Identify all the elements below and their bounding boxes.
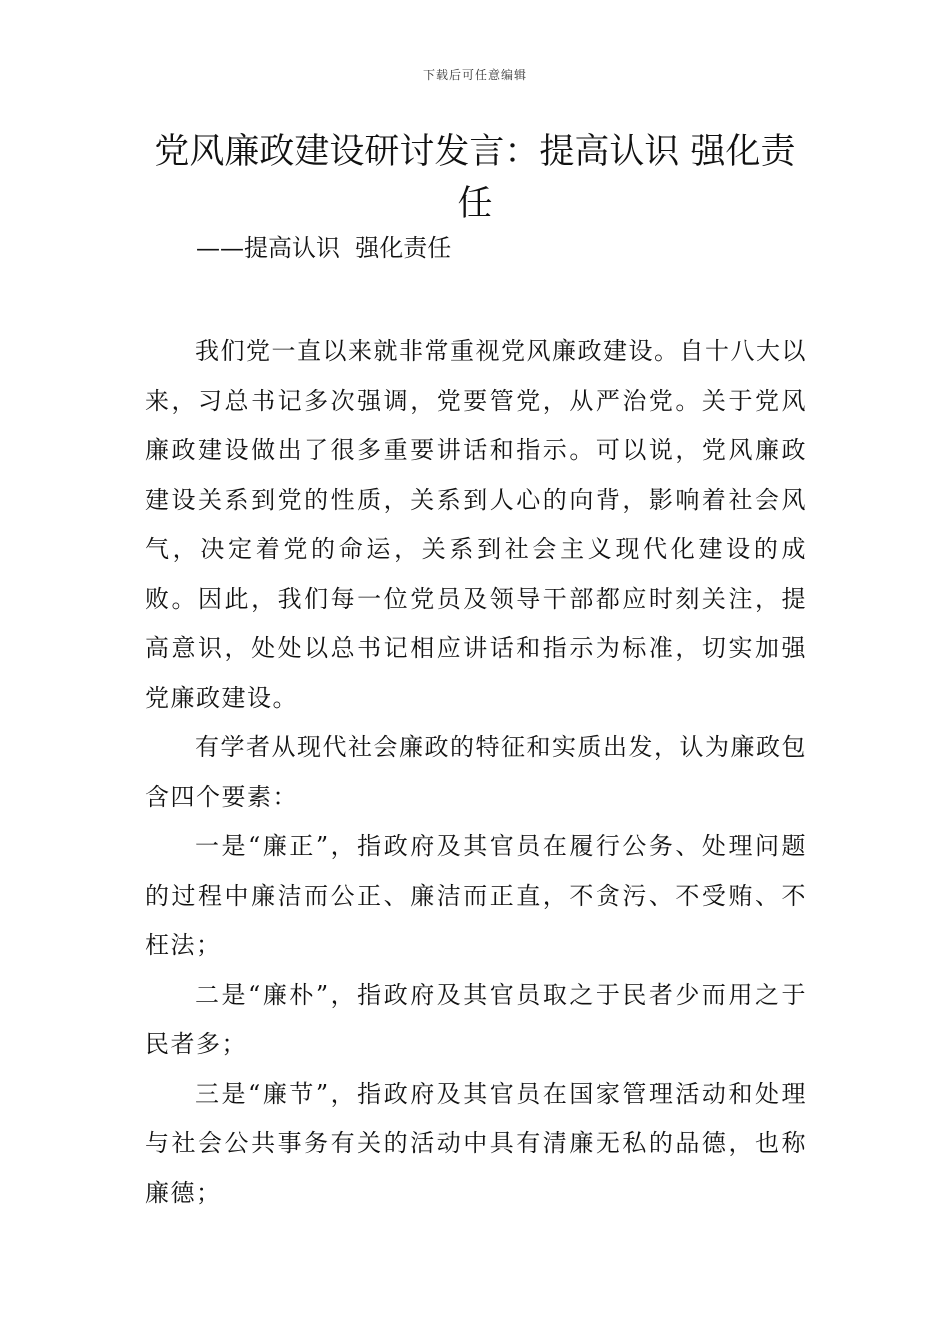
header-note: 下载后可任意编辑 (422, 68, 527, 82)
paragraph: 二是“廉朴”，指政府及其官员取之于民者少而用之于民者多； (145, 980, 807, 1058)
paragraph: 三是“廉节”，指政府及其官员在国家管理活动和处理与社会公共事务有关的活动中具有清廉无私的品德，也称廉德； (145, 1079, 807, 1207)
paragraph: 我们党一直以来就非常重视党风廉政建设。自十八大以来，习总书记多次强调，党要管党，从严治党。关于党风廉政建设做出了很多重要讲话和指示。可以说，党风廉政建设关系到党的性质，关系到人心的向背，影响着社会风气，决定着党的命运，关系到社会主义现代化建设的成败。因此，我们每一位党员及领导干部都应时刻关注，提高意识，处处以总书记相应讲话和指示为标准，切实加强党廉政建设。 (145, 337, 807, 712)
document-body (145, 327, 807, 1218)
document-subtitle: ——提高认识 强化责任 (196, 234, 452, 262)
document-title: 党风廉政建设研讨发言：提高认识 强化责任 (154, 132, 796, 224)
paragraph: 有学者从现代社会廉政的特征和实质出发，认为廉政包含四个要素： (145, 733, 807, 811)
paragraph: 一是“廉正”，指政府及其官员在履行公务、处理问题的过程中廉洁而公正、廉洁而正直，不贪污、不受贿、不枉法； (145, 832, 807, 959)
